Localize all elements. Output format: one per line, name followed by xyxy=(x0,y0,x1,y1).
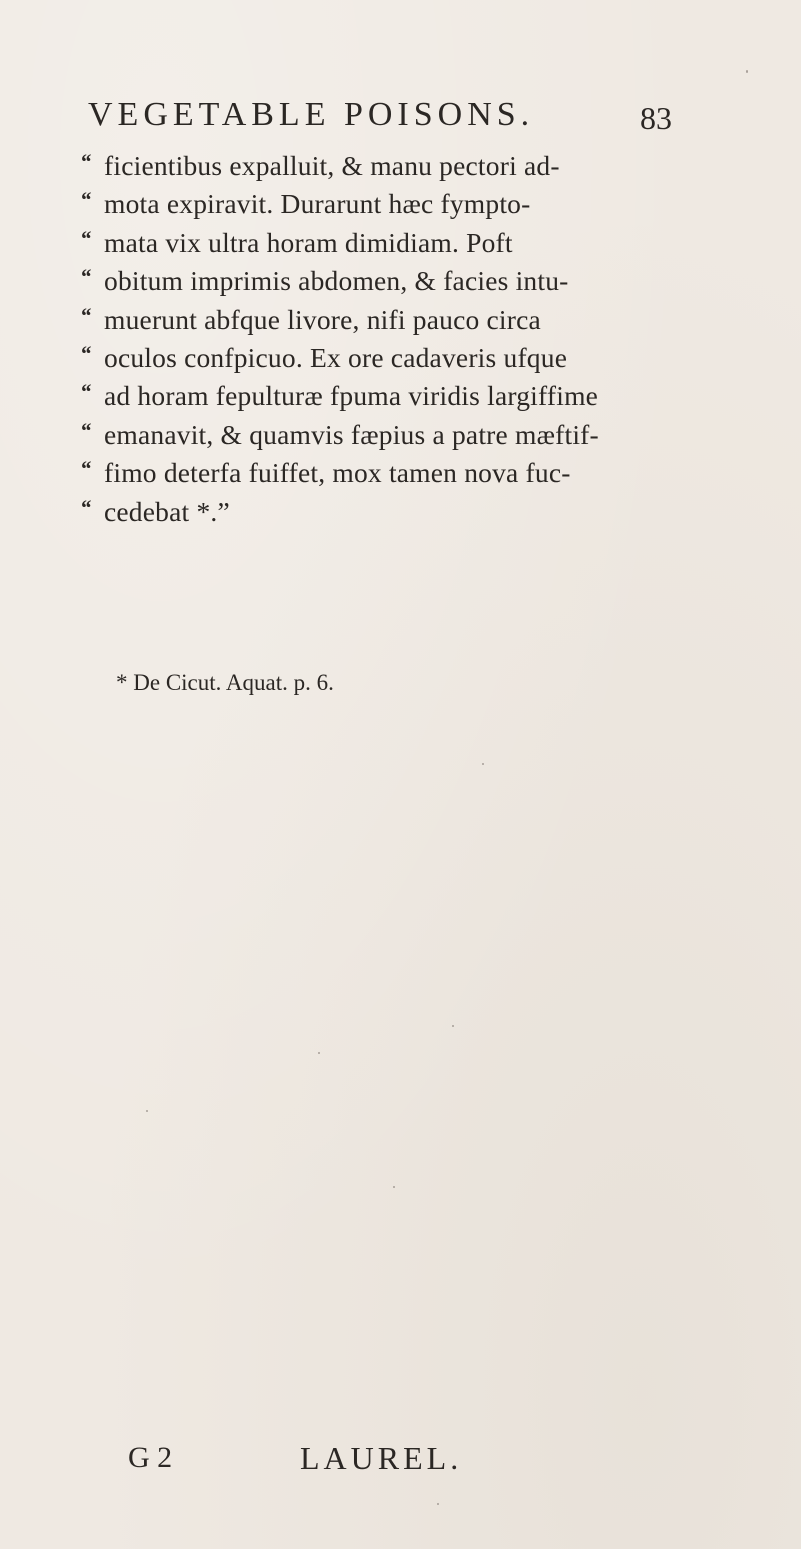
text-line xyxy=(80,147,720,185)
quote-mark: “ xyxy=(80,379,91,405)
quote-mark: “ xyxy=(80,225,91,251)
quote-mark: “ xyxy=(80,456,91,482)
text-line xyxy=(80,416,720,454)
line-text: mata vix ultra horam dimidiam. Poft xyxy=(104,226,513,258)
text-line xyxy=(80,262,720,300)
text-line xyxy=(80,339,720,377)
line-text: cedebat *.” xyxy=(104,495,230,527)
paper-speck xyxy=(482,763,484,765)
footnote: * De Cicut. Aquat. p. 6. xyxy=(116,670,334,695)
quote-mark: “ xyxy=(80,340,91,366)
line-text: emanavit, & quamvis fæpius a patre mæftif- xyxy=(104,418,599,450)
line-text: fimo deterfa fuiffet, mox tamen nova fuc- xyxy=(104,457,571,489)
catchword: LAUREL. xyxy=(300,1440,463,1476)
quote-mark: “ xyxy=(80,187,91,213)
line-text: muerunt abfque livore, nifi pauco circa xyxy=(104,303,541,335)
line-text: oculos confpicuo. Ex ore cadaveris ufque xyxy=(104,341,568,373)
paper-speck xyxy=(393,1186,395,1188)
line-text: ficientibus expalluit, & manu pectori ad- xyxy=(104,150,560,181)
paper-speck xyxy=(318,1052,320,1054)
quote-mark: “ xyxy=(80,149,91,174)
text-line xyxy=(80,377,720,415)
paper-speck xyxy=(437,1503,439,1505)
page-number: 83 xyxy=(640,100,672,136)
line-text: ad horam fepulturæ fpuma viridis largiffime xyxy=(104,380,599,412)
running-title: VEGETABLE POISONS. xyxy=(88,96,535,133)
quote-mark: “ xyxy=(80,264,91,290)
text-line xyxy=(80,454,720,492)
line-text: obitum imprimis abdomen, & facies intu- xyxy=(104,265,569,297)
paper-speck xyxy=(146,1110,148,1112)
signature-mark: G 2 xyxy=(128,1441,173,1474)
line-text: mota expiravit. Durarunt hæc fympto- xyxy=(104,188,531,220)
text-line xyxy=(80,493,720,531)
quote-mark: “ xyxy=(80,417,91,443)
paper-speck xyxy=(452,1025,454,1027)
text-line xyxy=(80,224,720,262)
quote-mark: “ xyxy=(80,494,91,520)
paper-speck xyxy=(746,70,748,73)
quote-mark: “ xyxy=(80,302,91,328)
text-line xyxy=(80,301,720,339)
body-text xyxy=(80,147,720,531)
text-line xyxy=(80,185,720,223)
running-head xyxy=(88,96,688,146)
